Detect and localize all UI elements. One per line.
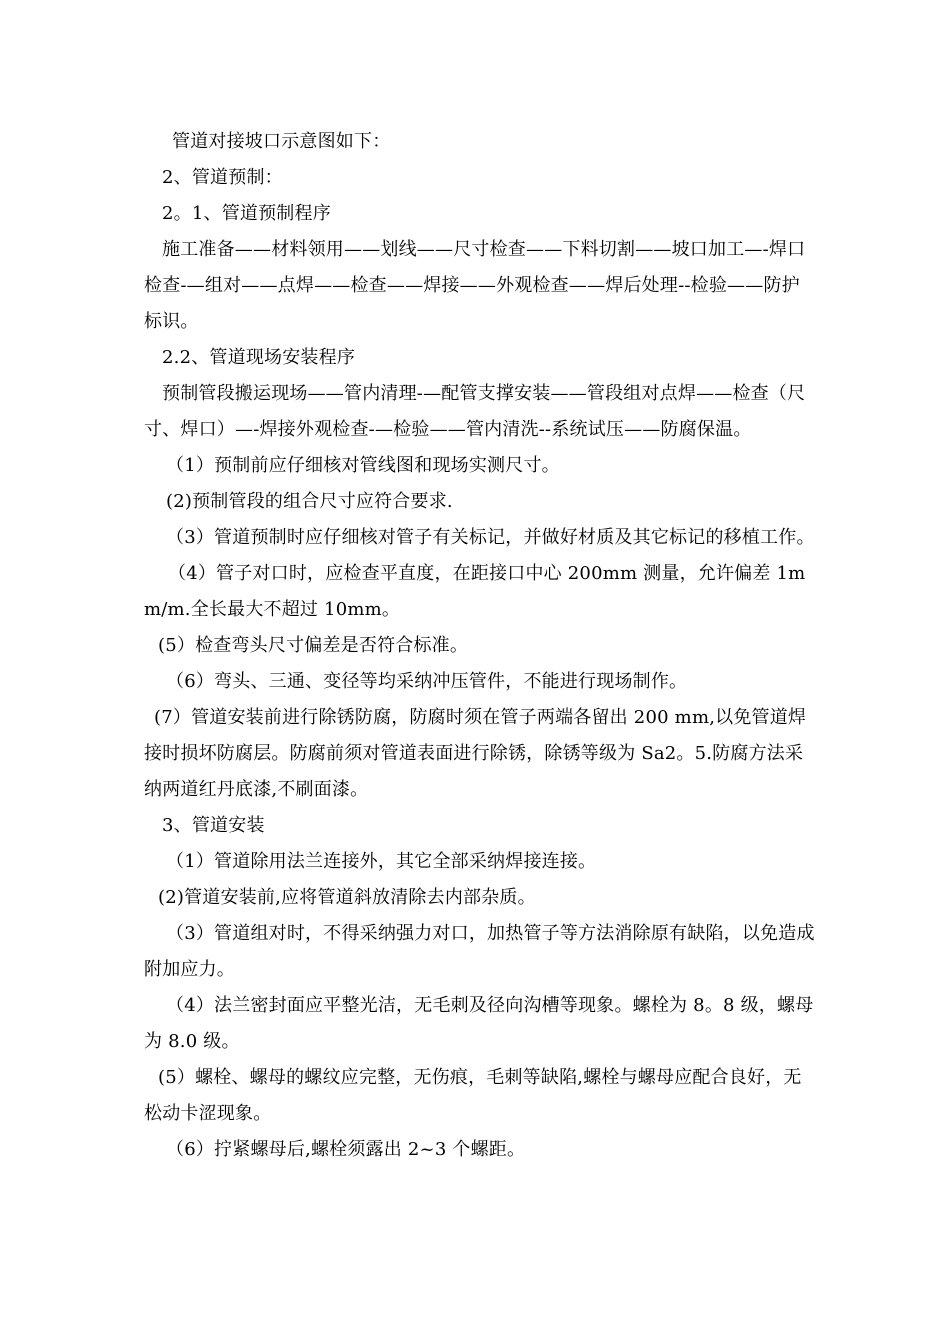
paragraph: (7）管道安装前进行除锈防腐，防腐时须在管子两端各留出 200 mm,以免管道焊接时损坏防腐层。防腐前须对管道表面进行除锈，除锈等级为 Sa2。5.防腐方法采纳两道红丹底漆,不刷面漆。 [144, 707, 807, 800]
paragraph: （4）法兰密封面应平整光洁，无毛刺及径向沟槽等现象。螺栓为 8。8 级，螺母为 8.0 级。 [144, 995, 814, 1052]
paragraph: (5）螺栓、螺母的螺纹应完整，无伤痕，毛刺等缺陷,螺栓与螺母应配合良好，无松动卡涩现象。 [144, 1067, 802, 1124]
paragraph: （6）弯头、三通、变径等均采纳冲压管件，不能进行现场制作。 [166, 671, 688, 692]
paragraph: （3）管道预制时应仔细核对管子有关标记，并做好材质及其它标记的移植工作。 [166, 527, 815, 548]
paragraph: （1）管道除用法兰连接外，其它全部采纳焊接连接。 [166, 851, 597, 872]
paragraph: 2、管道预制： [162, 167, 283, 188]
paragraph: 预制管段搬运现场——管内清理-—配管支撑安装——管段组对点焊——检查（尺寸、焊口）—-焊接外观检查-—检验——管内清洗--系统试压——防腐保温。 [144, 383, 806, 440]
paragraph: （4）管子对口时，应检查平直度，在距接口中心 200mm 测量，允许偏差 1mm/m.全长最大不超过 10mm。 [144, 563, 806, 620]
paragraph: (5）检查弯头尺寸偏差是否符合标准。 [158, 635, 469, 656]
paragraph: （1）预制前应仔细核对管线图和现场实测尺寸。 [166, 455, 560, 476]
paragraph: （6）拧紧螺母后,螺栓须露出 2~3 个螺距。 [166, 1139, 526, 1160]
paragraph: 管道对接坡口示意图如下： [172, 131, 391, 152]
paragraph: (2)预制管段的组合尺寸应符合要求. [166, 491, 453, 512]
paragraph: 施工准备——材料领用——划线——尺寸检查——下料切割——坡口加工—-焊口检查-—组对——点焊——检查——焊接——外观检查——焊后处理--检验——防护标识。 [144, 239, 806, 332]
paragraph: 2。1、管道预制程序 [162, 203, 331, 224]
paragraph: 2.2、管道现场安装程序 [162, 347, 356, 368]
paragraph: （3）管道组对时，不得采纳强力对口，加热管子等方法消除原有缺陷，以免造成附加应力。 [144, 923, 815, 980]
paragraph: 3、管道安装 [162, 815, 265, 836]
paragraph: (2)管道安装前,应将管道斜放清除去内部杂质。 [158, 887, 536, 908]
document-body [144, 124, 816, 1168]
